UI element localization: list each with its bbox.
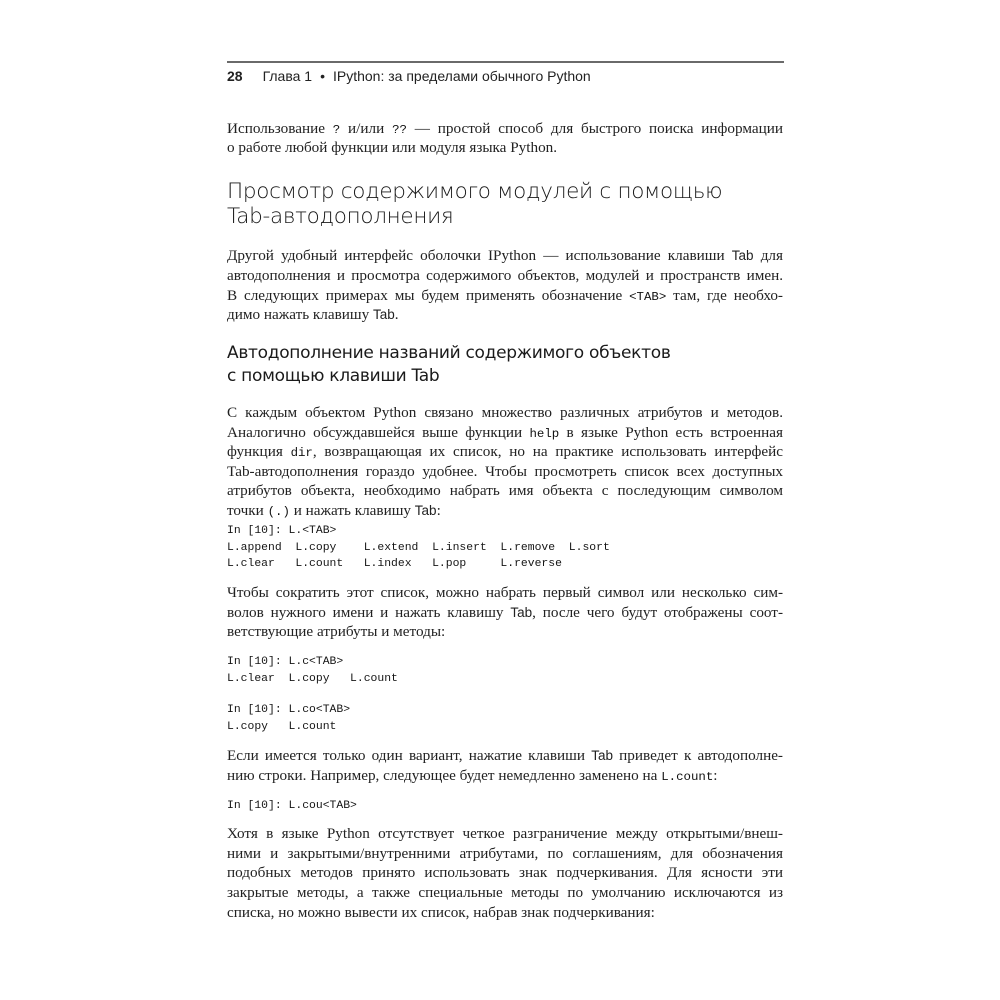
text-line (227, 246, 783, 265)
text-run: там, где необхо- (666, 287, 783, 304)
section-heading-line-1: Просмотр содержимого модулей с помощью (227, 179, 723, 204)
key-name: Tab (510, 605, 533, 620)
text-run: Если имеется только один вариант, нажатие клавиши (227, 747, 592, 764)
code-line: L.copy L.count (227, 720, 337, 733)
key-name: Tab (414, 503, 437, 518)
text-run: Использование (227, 120, 333, 137)
text-line (227, 305, 783, 324)
key-name: Tab (591, 748, 613, 763)
text-run: и нажать клавишу (289, 502, 415, 519)
text-run: Другой удобный интерфейс оболочки IPython — использование клавиши (227, 247, 732, 264)
code-line: In [10]: L.cou<TAB> (227, 800, 357, 812)
text-run: : (713, 767, 718, 784)
text-run: : (436, 502, 441, 519)
key-name: Tab (373, 307, 395, 322)
code-block-list-all (227, 523, 610, 573)
inline-code: <TAB> (629, 290, 667, 304)
code-block-c (227, 654, 398, 687)
text-line (227, 622, 783, 641)
text-run: списка, но можно вывести их список, набрав знак подчеркивания: (227, 904, 655, 921)
text-run: атрибутов объекта, необходимо набрать имя объекта с последующим символом (227, 482, 783, 499)
text-run: Tab-автодополнения гораздо удобнее. Чтобы просмотреть список всех доступных (227, 463, 783, 480)
text-run: функция (227, 443, 291, 460)
text-line (227, 442, 783, 463)
text-line (227, 903, 783, 922)
text-line (227, 138, 783, 157)
text-run: о работе любой функции или модуля языка Python. (227, 139, 558, 156)
text-line (227, 403, 783, 422)
text-run: ними и закрытыми/внутренними атрибутами, по соглашениям, для обозначения (227, 845, 783, 862)
subsection-heading-line-1: Автодополнение названий содержимого объектов (227, 343, 671, 363)
code-line: In [10]: L.c<TAB> (227, 656, 344, 668)
text-run: закрытые методы, а также специальные методы по умолчанию исключаются из (227, 884, 783, 901)
text-line (227, 462, 783, 481)
running-header (227, 68, 591, 84)
text-run: автодополнения и просмотра содержимого объектов, модулей и пространств имен. (227, 267, 783, 284)
text-run: С каждым объектом Python связано множество различных атрибутов и методов. (227, 404, 783, 421)
text-line (227, 423, 783, 444)
text-line (227, 481, 783, 500)
code-line: In [10]: L.<TAB> (227, 525, 337, 537)
text-line (227, 286, 783, 307)
inline-code: dir (290, 446, 313, 460)
text-line (227, 883, 783, 902)
chapter-label: Глава 1 (262, 68, 313, 84)
inline-code: ? (332, 123, 341, 137)
text-run: , возвращающая их список, но на практике использовать интерфейс (312, 443, 783, 460)
text-run: Хотя в языке Python отсутствует четкое разграничение между открытыми/внеш- (227, 825, 783, 842)
header-bullet: • (320, 68, 325, 84)
code-line: In [10]: L.co<TAB> (227, 704, 351, 716)
code-line: L.clear L.count L.index L.pop L.reverse (227, 558, 562, 570)
text-line (227, 844, 783, 863)
text-line (227, 266, 783, 285)
text-run: для (753, 247, 784, 264)
text-line (227, 501, 783, 522)
code-block-cou (227, 798, 357, 815)
subsection-heading-line-2: с помощью клавиши Tab (227, 366, 440, 386)
text-run: точки (227, 502, 268, 519)
text-run: Чтобы сократить этот список, можно набрать первый символ или несколько сим- (227, 584, 783, 601)
text-run: , после чего будут отображены соот- (532, 604, 783, 621)
text-line (227, 863, 783, 882)
text-line (227, 824, 783, 843)
key-name: Tab (731, 248, 754, 263)
text-run: Аналогично обсуждавшейся выше функции (227, 424, 530, 441)
text-line (227, 766, 783, 787)
text-run: в языке Python есть встроенная (559, 424, 783, 441)
text-line (227, 119, 783, 140)
text-line (227, 746, 783, 765)
code-line: L.clear L.copy L.count (227, 672, 398, 685)
text-run: нию строки. Например, следующее будет немедленно заменено на (227, 767, 662, 784)
code-block-co (227, 702, 350, 735)
header-rule (227, 61, 784, 63)
text-run: — простой способ для быстрого поиска информации (406, 120, 783, 137)
text-run: приведет к автодополне- (612, 747, 783, 764)
section-heading-line-2: Tab-автодополнения (227, 204, 454, 229)
code-line: L.append L.copy L.extend L.insert L.remove L.sort (227, 541, 610, 554)
inline-code: (.) (267, 505, 290, 519)
inline-code: ?? (392, 123, 407, 137)
text-line (227, 583, 783, 602)
inline-code: L.count (661, 770, 714, 784)
text-run: и/или (340, 120, 393, 137)
text-run: ветствующие атрибуты и методы: (227, 623, 446, 640)
text-run: подобных методов принято использовать знак подчеркивания. Для ясности эти (227, 864, 783, 881)
text-run: волов нужного имени и нажать клавишу (227, 604, 511, 621)
text-run: В следующих примерах мы будем применять обозначение (227, 287, 630, 304)
page-number: 28 (227, 68, 243, 84)
text-run: . (394, 306, 399, 323)
inline-code: help (529, 427, 560, 441)
text-run: димо нажать клавишу (227, 306, 374, 323)
text-line (227, 603, 783, 622)
chapter-title: IPython: за пределами обычного Python (332, 68, 591, 84)
